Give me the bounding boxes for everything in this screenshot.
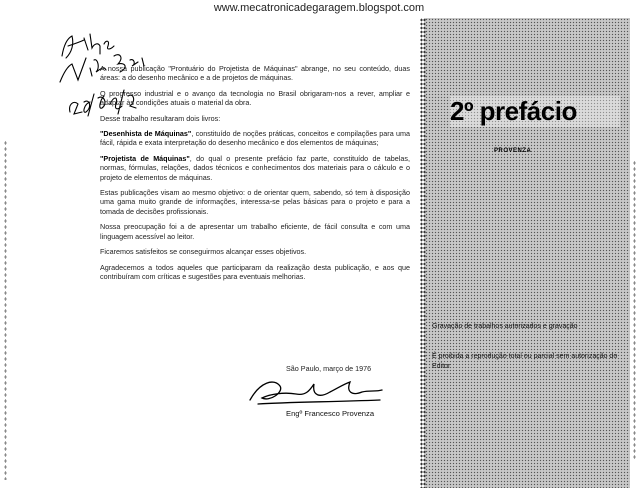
paragraph-6: Estas publicações visam ao mesmo objetivo: o de orientar quem, sabendo, só tem à disposição uma gama muito grande de informações, interessa-se pelas básicas para o projeto e para a tomada de decisões profissionais.	[100, 188, 410, 216]
panel-title: 2º prefácio	[450, 96, 620, 127]
book-title-projetista: "Projetista de Máquinas"	[100, 153, 190, 163]
left-margin-dots	[4, 140, 7, 480]
panel-edge-dots	[420, 18, 426, 488]
book-title-desenhista: "Desenhista de Máquinas"	[100, 129, 192, 139]
paragraph-1: A nossa publicação "Prontuário do Projetista de Máquinas" abrange, no seu conteúdo, duas áreas: a do desenho mecânico e a de projetos de máquinas.	[100, 64, 410, 83]
paragraph-5-text: , do qual o presente prefácio faz parte, constituído de tabelas, normas, fórmulas, relações, dados técnicos e conhecimentos dos materiais para o cálculo e o projeto de elementos de máquinas.	[100, 153, 410, 182]
watermark-url: www.mecatronicadegaragem.blogspot.com	[213, 2, 425, 14]
signature-date: São Paulo, março de 1976	[286, 364, 372, 373]
signature-image	[240, 372, 390, 412]
paragraph-7: Nossa preocupação foi a de apresentar um trabalho eficiente, de fácil consulta e com uma linguagem acessível ao leitor.	[100, 222, 410, 241]
paragraph-4-text: , constituído de noções práticas, conceitos e compilações para uma fácil, rápida e exata interpretação do desenho mecânico e dos elementos de máquinas;	[100, 129, 410, 148]
paragraph-9: Agradecemos a todos aqueles que participaram da realização desta publicação, e aos que contribuíram com críticas e sugestões para eventuais melhorias.	[100, 262, 410, 281]
panel-subtitle: PROVENZA	[494, 148, 532, 154]
paragraph-5	[100, 154, 410, 182]
paragraph-8: Ficaremos satisfeitos se conseguirmos alcançar esses objetivos.	[100, 247, 307, 257]
preface-body	[100, 64, 410, 287]
right-margin-dots	[633, 160, 636, 460]
paragraph-3: Desse trabalho resultaram dois livros:	[100, 113, 221, 123]
panel-note-2: É proibida a reprodução total ou parcial sem autorização do Editor	[432, 353, 618, 370]
paragraph-4	[100, 129, 410, 148]
dotted-side-panel	[425, 18, 630, 488]
paragraph-2: O progresso industrial e o avanço da tecnologia no Brasil obrigaram-nos a rever, ampliar e adaptar às condições atuais o material da obra.	[100, 88, 410, 108]
panel-note-1: Gravação de trabalhos autorizados e gravação	[432, 323, 578, 330]
author-name: Engº Francesco Provenza	[286, 409, 375, 418]
